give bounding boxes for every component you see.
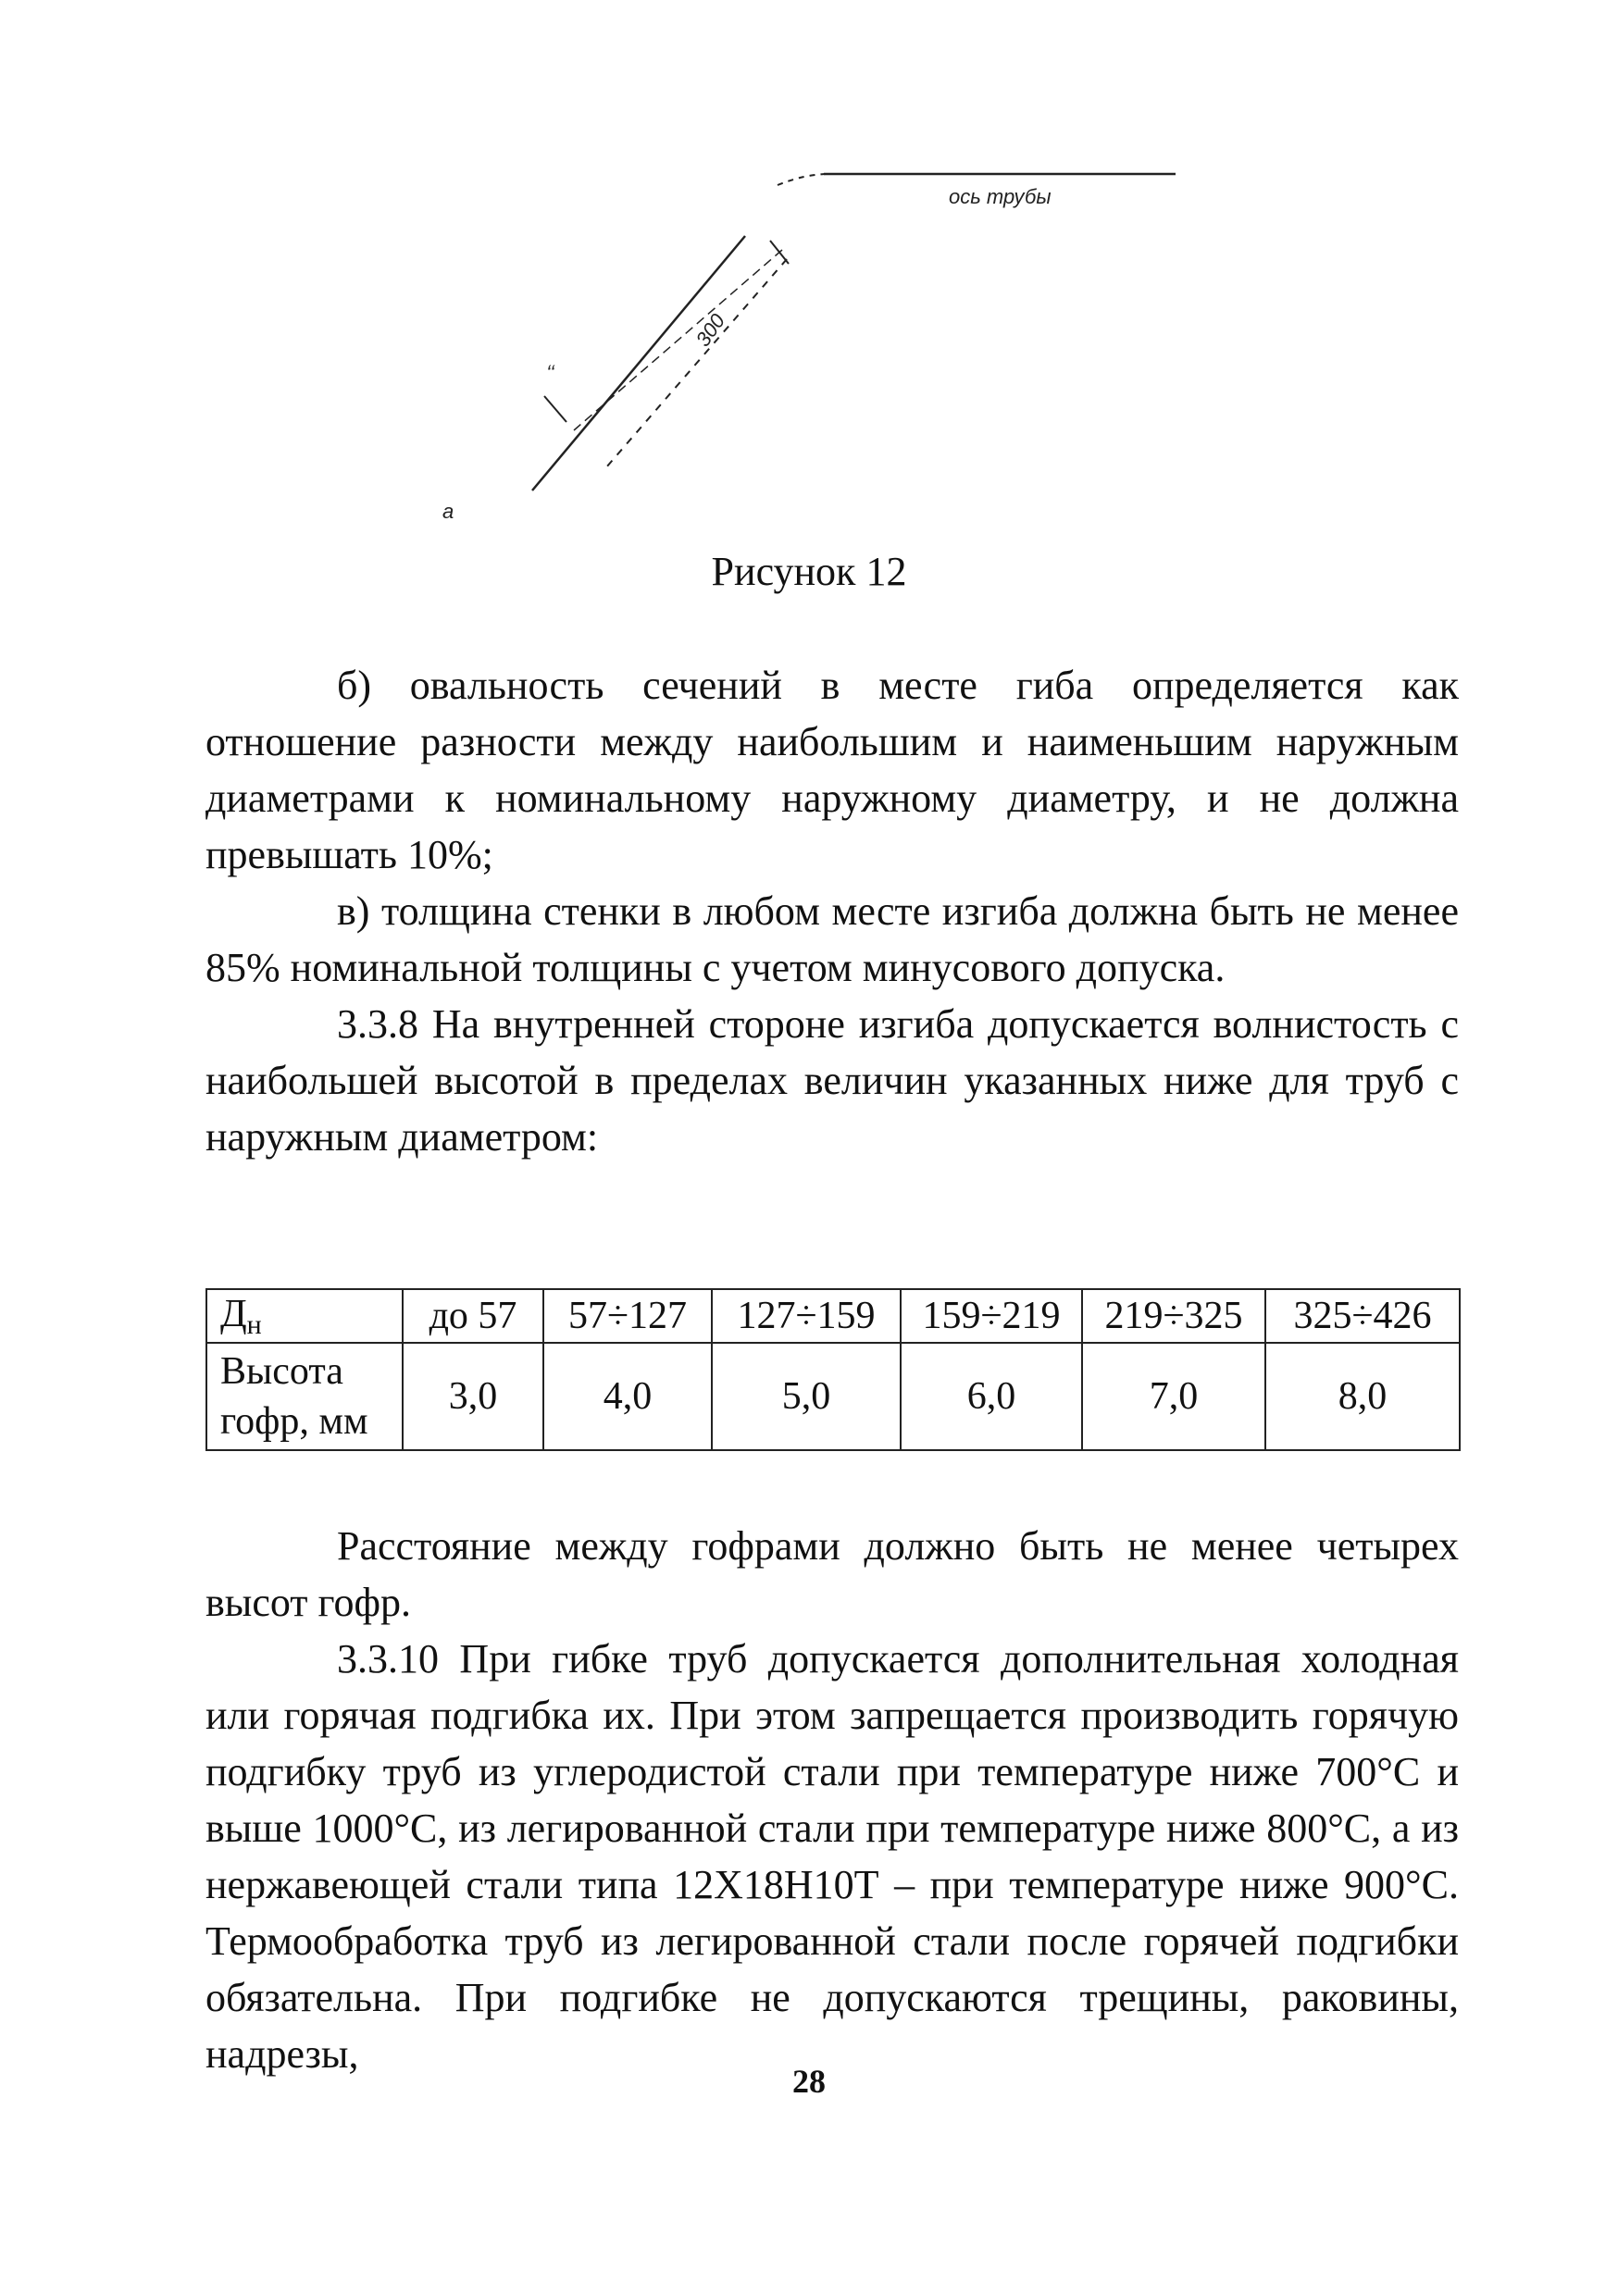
paragraph-distance: Расстояние между гофрами должно быть не менее четырех высот гофр. <box>205 1523 1459 1625</box>
axis-label: ось трубы <box>949 185 1052 208</box>
table-cell: 8,0 <box>1265 1343 1460 1450</box>
header-subscript: н <box>246 1309 262 1340</box>
table-header-cell: 127÷159 <box>712 1289 901 1343</box>
table-cell: 5,0 <box>712 1343 901 1450</box>
header-diameter <box>206 1289 403 1343</box>
table-header-row <box>206 1289 1460 1343</box>
page-number: 28 <box>792 2063 826 2100</box>
header-symbol: Д <box>220 1292 247 1335</box>
paragraph-wall-thickness: в) толщина стенки в любом месте изгиба должна быть не менее 85% номинальной толщины с учетом минусового допуска. <box>205 888 1459 990</box>
table-header-cell: до 57 <box>403 1289 543 1343</box>
row-label-line2: гофр, мм <box>220 1400 368 1443</box>
paragraph-3-3-10: 3.3.10 При гибке труб допускается дополнительная холодная или горячая подгибка их. При этом запрещается производить горячую подгибку труб из углеродистой стали при температуре ниже 700°С и выше 1000°С, из легированной стали при температуре ниже 800°С, а из нержавеющей стали типа 12Х18Н10Т – при температуре ниже 900°С. Термообработка труб из легированной стали после горячей подгибки обязательна. При подгибке не допускаются трещины, раковины, надрезы, <box>205 1636 1459 2077</box>
text-block-top <box>205 657 1459 1165</box>
dimension-tick-bottom <box>544 396 566 422</box>
row-label-line1: Высота <box>220 1350 343 1393</box>
table-header-cell: 325÷426 <box>1265 1289 1460 1343</box>
small-mark: ‘‘ <box>546 361 554 384</box>
figure-pipe-bend <box>407 148 1240 555</box>
pipe-bend-drawing <box>407 148 1240 555</box>
bend-arc <box>778 174 828 185</box>
table-cell: 6,0 <box>901 1343 1082 1450</box>
paragraph-ovality: б) овальность сечений в месте гиба определяется как отношение разности между наибольшим и наименьшим наружным диаметрами к номинальному наружному диаметру, и не должна превышать 10%; <box>205 663 1459 877</box>
table-cell: 4,0 <box>543 1343 712 1450</box>
table-cell: 7,0 <box>1082 1343 1265 1450</box>
table-row <box>206 1343 1460 1450</box>
dimension-label: 300 <box>691 309 730 351</box>
figure-caption: Рисунок 12 <box>711 549 907 594</box>
row-label <box>206 1343 403 1450</box>
offset-line <box>606 259 787 467</box>
table-header-cell: 159÷219 <box>901 1289 1082 1343</box>
pipe-line <box>532 236 745 490</box>
table-cell: 3,0 <box>403 1343 543 1450</box>
dimension-tick-top <box>770 241 789 264</box>
table-header-cell: 57÷127 <box>543 1289 712 1343</box>
paragraph-3-3-8: 3.3.8 На внутренней стороне изгиба допускается волнистость с наибольшей высотой в пределах величин указанных ниже для труб с наружным диаметром: <box>205 1001 1459 1160</box>
table-header-cell: 219÷325 <box>1082 1289 1265 1343</box>
text-block-mid <box>205 1518 1459 2082</box>
figure-corner-label: а <box>442 500 454 523</box>
corrugation-table <box>205 1288 1461 1451</box>
